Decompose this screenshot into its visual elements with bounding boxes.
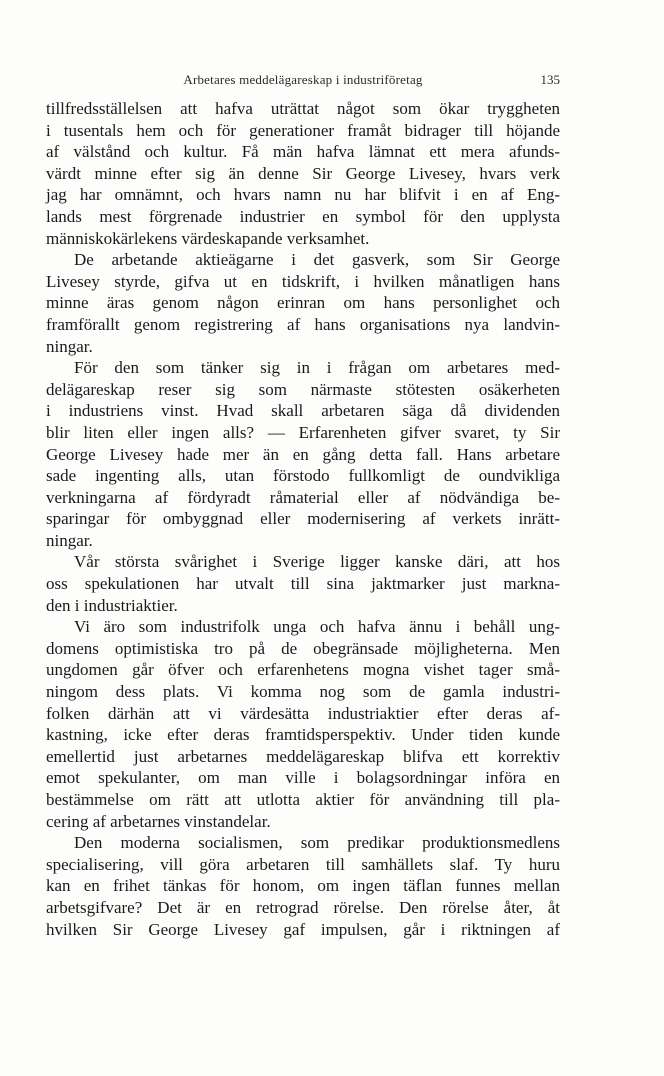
text-line: George Livesey hade mer än en gång detta fall. Hans arbetare [46,444,560,464]
text-line: kan en frihet tänkas för honom, om ingen täflan funnes mellan [46,876,560,896]
text-line: jag har omnämnt, och hvars namn nu har blifvit i en af Eng- [46,185,560,205]
text-line: lands mest förgrenade industrier en symbol för den upplysta [46,206,560,226]
text-line: oss spekulationen har utvalt till sina jaktmarker just markna- [46,574,560,594]
text-line: emellertid just arbetarnes meddelägareskap blifva ett korrektiv [46,746,560,766]
text-line: värdt minne efter sig än denne Sir George Livesey, hvars verk [46,163,560,183]
text-line: af välstånd och kultur. Få män hafva lämnat ett mera afunds- [46,142,560,162]
text-line: specialisering, vill göra arbetaren till samhällets slaf. Ty huru [46,854,560,874]
text-line: framförallt genom registrering af hans organisations nya landvin- [46,314,560,334]
paragraph [46,98,560,249]
text-line: Vår största svårighet i Sverige ligger kanske däri, att hos [74,552,560,572]
text-line: sade ingenting alls, utan förstodo fullkomligt de oundvikliga [46,466,560,486]
text-line: tillfredsställelsen att hafva uträttat något som ökar tryggheten [46,99,560,118]
text-line: emot spekulanter, om man ville i bolagsordningar införa en [46,768,560,788]
text-line: den i industriaktier. [46,595,178,615]
text-line: minne äras genom någon erinran om hans personlighet och [46,293,560,313]
text-line: verkningarna af fördyradt råmaterial eller af nödvändiga be- [46,487,560,507]
text-line: i industriens vinst. Hvad skall arbetaren säga då dividenden [46,401,560,421]
text-line: blir liten eller ingen alls? — Erfarenheten gifver svaret, ty Sir [46,422,560,442]
text-line: Vi äro som industrifolk unga och hafva ännu i behåll ung- [74,617,560,637]
text-line: De arbetande aktieägarne i det gasverk, som Sir George [74,250,560,270]
text-line: Den moderna socialismen, som predikar produktionsmedlens [74,833,560,853]
text-line: bestämmelse om rätt att utlotta aktier för användning till pla- [46,790,560,809]
text-line: delägareskap reser sig som närmaste stötesten osäkerheten [46,379,560,399]
running-head [46,72,560,90]
text-line: ungdomen går öfver och erfarenhetens mogna vishet tager små- [46,660,560,680]
paragraph [46,249,560,357]
text-line: sparingar för ombyggnad eller modernisering af verkets inrätt- [46,509,560,529]
text-line: ningom dess plats. Vi komma nog som de gamla industri- [46,682,560,702]
text-line: cering af arbetarnes vinstandelar. [46,811,271,831]
text-line: För den som tänker sig in i frågan om arbetares med- [74,358,560,378]
paragraph [46,551,560,616]
text-line: hvilken Sir George Livesey gaf impulsen, går i riktningen af [46,919,560,939]
page-number: 135 [540,72,560,87]
text-line: kastning, icke efter deras framtidsperspektiv. Under tiden kunde [46,725,560,745]
text-line: i tusentals hem och för generationer framåt bidrager till höjande [46,120,560,140]
text-line: ningar. [46,336,93,356]
running-title: Arbetares meddelägareskap i industriföretag [183,72,423,87]
paragraph [46,832,560,940]
paragraph [46,357,560,551]
paragraph [46,616,560,832]
text-line: domens optimistiska tro på de obegränsade möjligheterna. Men [46,638,560,658]
text-line: människokärlekens värdeskapande verksamhet. [46,228,370,248]
text-line: Livesey styrde, gifva ut en tidskrift, i hvilken månatligen hans [46,271,560,291]
text-line: arbetsgifvare? Det är en retrograd rörelse. Den rörelse åter, åt [46,897,560,917]
text-line: folken därhän att vi värdesätta industriaktier efter deras af- [46,703,560,723]
body-text [46,98,560,940]
text-line: ningar. [46,530,93,550]
